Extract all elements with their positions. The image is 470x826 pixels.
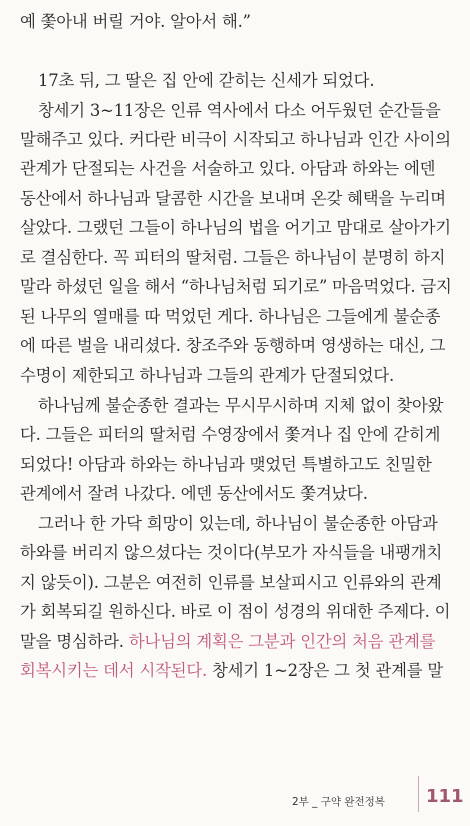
line-text: 창세기 1~2장은 그 첫 관계를 말 bbox=[207, 661, 444, 680]
line-text: 다. 그들은 피터의 딸처럼 수영장에서 쫓겨나 집 안에 갇히게 bbox=[20, 425, 441, 444]
text-line bbox=[38, 71, 450, 91]
line-text: 말을 명심하라. bbox=[20, 632, 124, 651]
text-line bbox=[20, 366, 450, 386]
text-line bbox=[20, 218, 450, 238]
text-line bbox=[20, 484, 450, 504]
text-line bbox=[20, 159, 450, 179]
line-text: 17초 뒤, 그 딸은 집 안에 갇히는 신세가 되었다. bbox=[38, 71, 375, 90]
text-line bbox=[20, 573, 450, 593]
text-line bbox=[20, 130, 450, 150]
text-line bbox=[20, 277, 450, 297]
line-text: 하와를 버리지 않으셨다는 것이다(부모가 자식들을 내팽개치 bbox=[20, 543, 443, 562]
text-line bbox=[20, 602, 450, 622]
line-text: 로 결심한다. 꼭 피터의 딸처럼. 그들은 하나님이 분명히 하지 bbox=[20, 248, 446, 267]
text-line bbox=[38, 396, 450, 416]
line-text: 하나님께 불순종한 결과는 무시무시하며 지체 없이 찾아왔 bbox=[38, 396, 444, 415]
line-text: 가 회복되길 원하신다. 바로 이 점이 성경의 위대한 주제다. 이 bbox=[20, 602, 451, 621]
highlighted-text: 하나님의 계획은 그분과 인간의 처음 관계를 bbox=[123, 632, 436, 651]
line-text: 된 나무의 열매를 따 먹었던 게다. 하나님은 그들에게 불순종 bbox=[20, 307, 441, 326]
line-text: 관계가 단절되는 사건을 서술하고 있다. 아담과 하와는 에덴 bbox=[20, 159, 436, 178]
page-number: 111 bbox=[426, 786, 464, 807]
highlighted-text: 회복시키는 데서 시작된다. bbox=[20, 661, 207, 680]
line-text: 수명이 제한되고 하나님과 그들의 관계가 단절되었다. bbox=[20, 366, 394, 385]
line-text: 예 쫓아내 버릴 거야. 알아서 해.” bbox=[20, 12, 251, 31]
line-text: 에 따른 벌을 내리셨다. 창조주와 동행하며 영생하는 대신, 그 bbox=[20, 336, 446, 355]
line-text: 창세기 3~11장은 인류 역사에서 다소 어두웠던 순간들을 bbox=[38, 101, 441, 120]
text-line bbox=[20, 455, 450, 475]
text-line bbox=[20, 425, 450, 445]
line-text: 되었다! 아담과 하와는 하나님과 맺었던 특별하고도 친밀한 bbox=[20, 455, 432, 474]
text-line bbox=[20, 189, 450, 209]
text-line bbox=[20, 248, 450, 268]
text-line bbox=[20, 543, 450, 563]
page-divider bbox=[418, 776, 419, 812]
line-text: 그러나 한 가닥 희망이 있는데, 하나님이 불순종한 아담과 bbox=[38, 514, 438, 533]
line-text: 관계에서 잘려 나갔다. 에덴 동산에서도 쫓겨났다. bbox=[20, 484, 368, 503]
text-line bbox=[20, 632, 450, 652]
text-line bbox=[20, 336, 450, 356]
text-line bbox=[38, 514, 450, 534]
text-line bbox=[20, 661, 450, 681]
running-footer: 2부 _ 구약 완전정복 bbox=[292, 796, 385, 808]
line-text: 지 않듯이). 그분은 여전히 인류를 보살피시고 인류와의 관계 bbox=[20, 573, 442, 592]
text-line bbox=[38, 101, 450, 121]
line-text: 말라 하셨던 일을 해서 “하나님처럼 되기로” 마음먹었다. 금지 bbox=[20, 277, 452, 296]
text-line bbox=[20, 12, 450, 32]
text-line bbox=[20, 307, 450, 327]
line-text: 말해주고 있다. 커다란 비극이 시작되고 하나님과 인간 사이의 bbox=[20, 130, 451, 149]
line-text: 살았다. 그랬던 그들이 하나님의 법을 어기고 맘대로 살아가기 bbox=[20, 218, 451, 237]
line-text: 동산에서 하나님과 달콤한 시간을 보내며 온갖 혜택을 누리며 bbox=[20, 189, 446, 208]
